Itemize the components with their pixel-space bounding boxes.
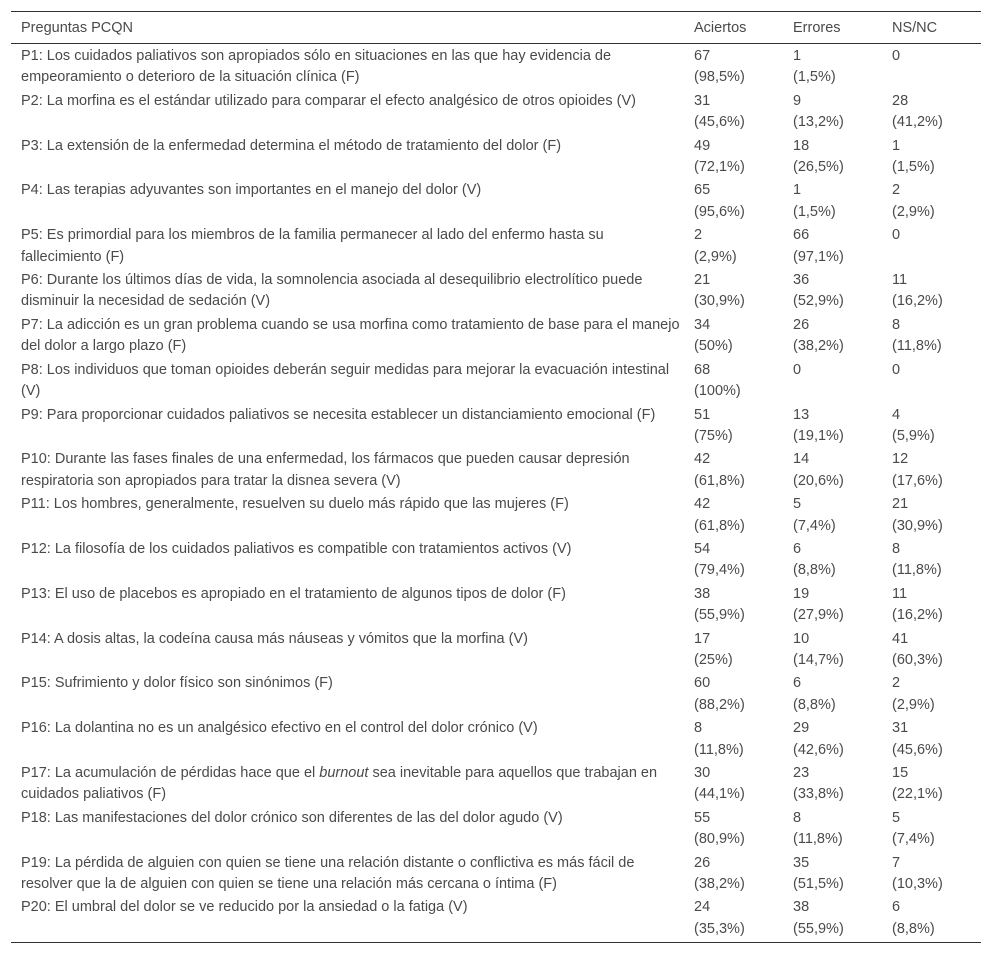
table-row: [11, 44, 981, 89]
aciertos-percent: (45,6%): [694, 114, 745, 131]
nsnc-percent: (2,9%): [892, 696, 935, 713]
question-cell: P16: La dolantina no es un analgésico efectivo en el control del dolor crónico (V): [21, 720, 538, 737]
errores-count: 18: [793, 137, 810, 154]
aciertos-count: 42: [694, 451, 711, 468]
errores-cell: [783, 627, 882, 672]
question-cell: P15: Sufrimiento y dolor físico son sinónimos (F): [21, 675, 333, 692]
errores-cell: [783, 761, 882, 806]
errores-percent: (52,9%): [793, 293, 844, 310]
nsnc-count: 4: [892, 406, 901, 423]
aciertos-count: 21: [694, 272, 711, 289]
question-cell: P19: La pérdida de alguien con quien se tiene una relación distante o conflictiva es más fácil de resolver que la de alguien con quien se tiene una relación más cercana o íntima (F): [21, 854, 635, 893]
aciertos-count: 51: [694, 406, 711, 423]
aciertos-count: 26: [694, 854, 711, 871]
errores-cell: [783, 313, 882, 358]
nsnc-cell: [882, 358, 981, 403]
nsnc-count: 0: [892, 48, 901, 64]
nsnc-percent: (10,3%): [892, 876, 943, 893]
errores-percent: (7,4%): [793, 517, 836, 534]
errores-count: 6: [793, 675, 802, 692]
nsnc-cell: [882, 223, 981, 268]
errores-count: 0: [793, 361, 802, 378]
aciertos-percent: (55,9%): [694, 607, 745, 624]
table-row: [11, 671, 981, 716]
header-preguntas: Preguntas PCQN: [11, 12, 684, 44]
question-cell: P1: Los cuidados paliativos son apropiados sólo en situaciones en las que hay evidencia de empeoramiento o deterioro de la situación clínica (F): [21, 48, 612, 86]
table-row: [11, 851, 981, 896]
aciertos-count: 38: [694, 585, 711, 602]
errores-cell: [783, 178, 882, 223]
aciertos-count: 2: [694, 227, 703, 244]
table-row: [11, 716, 981, 761]
errores-count: 1: [793, 182, 802, 199]
table-row: [11, 895, 981, 942]
errores-cell: [783, 403, 882, 448]
aciertos-count: 24: [694, 899, 711, 916]
nsnc-percent: (16,2%): [892, 293, 943, 310]
nsnc-cell: [882, 895, 981, 942]
aciertos-cell: [684, 268, 783, 313]
errores-percent: (20,6%): [793, 472, 844, 489]
errores-count: 19: [793, 585, 810, 602]
aciertos-cell: [684, 627, 783, 672]
table-header: [11, 12, 981, 44]
aciertos-cell: [684, 895, 783, 942]
table-row: [11, 223, 981, 268]
table-row: [11, 358, 981, 403]
aciertos-cell: [684, 851, 783, 896]
errores-cell: [783, 582, 882, 627]
nsnc-count: 5: [892, 809, 901, 826]
aciertos-cell: [684, 223, 783, 268]
errores-count: 6: [793, 540, 802, 557]
aciertos-percent: (35,3%): [694, 920, 745, 937]
aciertos-cell: [684, 403, 783, 448]
errores-percent: (55,9%): [793, 920, 844, 937]
errores-percent: (1,5%): [793, 203, 836, 220]
aciertos-count: 31: [694, 92, 711, 109]
aciertos-count: 68: [694, 361, 711, 378]
question-cell: P9: Para proporcionar cuidados paliativos se necesita establecer un distanciamiento emocional (F): [21, 406, 656, 423]
question-cell: P3: La extensión de la enfermedad determina el método de tratamiento del dolor (F): [21, 137, 562, 154]
nsnc-count: 41: [892, 630, 909, 647]
nsnc-cell: [882, 403, 981, 448]
question-cell: P2: La morfina es el estándar utilizado para comparar el efecto analgésico de otros opioides (V): [21, 92, 636, 109]
errores-count: 29: [793, 720, 810, 737]
aciertos-percent: (79,4%): [694, 562, 745, 579]
aciertos-cell: [684, 582, 783, 627]
nsnc-percent: (11,8%): [892, 338, 942, 355]
question-cell: P8: Los individuos que toman opioides deberán seguir medidas para mejorar la evacuación intestinal (V): [21, 361, 670, 400]
errores-count: 26: [793, 316, 810, 333]
errores-cell: [783, 492, 882, 537]
errores-count: 5: [793, 496, 802, 513]
errores-cell: [783, 671, 882, 716]
header-row: [11, 12, 981, 44]
errores-count: 1: [793, 48, 802, 64]
nsnc-cell: [882, 44, 981, 89]
table-row: [11, 403, 981, 448]
header-aciertos: Aciertos: [684, 12, 783, 44]
header-nsnc: NS/NC: [882, 12, 981, 44]
nsnc-cell: [882, 851, 981, 896]
question-cell: P5: Es primordial para los miembros de la familia permanecer al lado del enfermo hasta su fallecimiento (F): [21, 227, 604, 265]
aciertos-percent: (95,6%): [694, 203, 745, 220]
errores-count: 36: [793, 272, 810, 289]
nsnc-percent: (22,1%): [892, 786, 943, 803]
errores-cell: [783, 89, 882, 134]
nsnc-cell: [882, 537, 981, 582]
question-text-start: P17: La acumulación de pérdidas hace que el: [21, 765, 320, 781]
aciertos-percent: (11,8%): [694, 741, 744, 758]
question-cell: P10: Durante las fases finales de una enfermedad, los fármacos que pueden causar depresión respiratoria son apropiados para tratar la disnea severa (V): [21, 451, 630, 489]
aciertos-percent: (50%): [694, 338, 733, 355]
nsnc-cell: [882, 627, 981, 672]
nsnc-count: 7: [892, 854, 901, 871]
nsnc-count: 8: [892, 316, 901, 333]
nsnc-cell: [882, 89, 981, 134]
nsnc-count: 6: [892, 899, 901, 916]
errores-count: 38: [793, 899, 810, 916]
aciertos-count: 30: [694, 765, 711, 781]
aciertos-percent: (98,5%): [694, 69, 745, 86]
aciertos-percent: (61,8%): [694, 517, 745, 534]
errores-percent: (27,9%): [793, 607, 844, 624]
errores-count: 10: [793, 630, 810, 647]
aciertos-count: 67: [694, 48, 711, 64]
aciertos-count: 34: [694, 316, 711, 333]
table-body: [11, 44, 981, 943]
table-row: [11, 627, 981, 672]
question-cell: P20: El umbral del dolor se ve reducido por la ansiedad o la fatiga (V): [11, 895, 684, 942]
errores-cell: [783, 851, 882, 896]
errores-percent: (1,5%): [793, 69, 836, 86]
aciertos-cell: [684, 44, 783, 89]
errores-cell: [783, 537, 882, 582]
aciertos-percent: (72,1%): [694, 159, 745, 176]
nsnc-count: 2: [892, 182, 901, 199]
nsnc-cell: [882, 671, 981, 716]
question-cell: P13: El uso de placebos es apropiado en el tratamiento de algunos tipos de dolor (F): [21, 585, 566, 602]
question-cell: P7: La adicción es un gran problema cuando se usa morfina como tratamiento de base para el manejo del dolor a largo plazo (F): [21, 316, 680, 355]
pcqn-results-table: [11, 11, 981, 943]
nsnc-cell: [882, 761, 981, 806]
nsnc-percent: (8,8%): [892, 920, 935, 937]
nsnc-cell: [882, 447, 981, 492]
nsnc-cell: [882, 178, 981, 223]
aciertos-percent: (25%): [694, 651, 733, 668]
question-cell: [11, 761, 684, 806]
errores-percent: (19,1%): [793, 427, 844, 444]
errores-cell: [783, 358, 882, 403]
errores-count: 23: [793, 765, 810, 781]
table-row: [11, 806, 981, 851]
aciertos-cell: [684, 89, 783, 134]
errores-count: 9: [793, 92, 802, 109]
nsnc-cell: [882, 582, 981, 627]
nsnc-count: 8: [892, 540, 901, 557]
nsnc-percent: (17,6%): [892, 472, 943, 489]
errores-percent: (51,5%): [793, 876, 844, 893]
errores-percent: (97,1%): [793, 248, 844, 265]
aciertos-cell: [684, 761, 783, 806]
header-errores: Errores: [783, 12, 882, 44]
table-row: [11, 134, 981, 179]
aciertos-count: 54: [694, 540, 711, 557]
nsnc-percent: (16,2%): [892, 607, 943, 624]
aciertos-cell: [684, 806, 783, 851]
table-row: [11, 537, 981, 582]
nsnc-cell: [882, 492, 981, 537]
aciertos-cell: [684, 537, 783, 582]
errores-percent: (14,7%): [793, 651, 844, 668]
errores-count: 14: [793, 451, 810, 468]
question-cell: P12: La filosofía de los cuidados paliativos es compatible con tratamientos activos (V): [21, 540, 572, 557]
errores-cell: [783, 268, 882, 313]
pcqn-table-container: [11, 11, 981, 943]
aciertos-percent: (80,9%): [694, 831, 745, 848]
nsnc-count: 31: [892, 720, 909, 737]
errores-cell: [783, 223, 882, 268]
aciertos-cell: [684, 313, 783, 358]
table-row: [11, 761, 981, 806]
aciertos-percent: (44,1%): [694, 786, 745, 803]
aciertos-percent: (61,8%): [694, 472, 745, 489]
nsnc-count: 1: [892, 137, 901, 154]
errores-cell: [783, 895, 882, 942]
errores-percent: (33,8%): [793, 786, 844, 803]
table-row: [11, 492, 981, 537]
aciertos-count: 65: [694, 182, 711, 199]
nsnc-count: 2: [892, 675, 901, 692]
aciertos-count: 42: [694, 496, 711, 513]
aciertos-cell: [684, 178, 783, 223]
question-cell: P11: Los hombres, generalmente, resuelven su duelo más rápido que las mujeres (F): [21, 496, 569, 513]
errores-percent: (26,5%): [793, 159, 844, 176]
question-text-emphasis: burnout: [319, 765, 369, 781]
question-cell: P18: Las manifestaciones del dolor crónico son diferentes de las del dolor agudo (V): [21, 809, 563, 826]
question-cell: P4: Las terapias adyuvantes son importantes en el manejo del dolor (V): [21, 182, 482, 199]
nsnc-count: 11: [892, 272, 908, 289]
question-cell: P6: Durante los últimos días de vida, la somnolencia asociada al desequilibrio electrolítico puede disminuir la necesidad de sedación (V): [21, 272, 643, 310]
errores-cell: [783, 806, 882, 851]
nsnc-count: 11: [892, 585, 908, 602]
aciertos-cell: [684, 358, 783, 403]
nsnc-percent: (41,2%): [892, 114, 943, 131]
nsnc-count: 0: [892, 361, 901, 378]
aciertos-percent: (100%): [694, 383, 741, 400]
nsnc-count: 0: [892, 227, 901, 244]
nsnc-percent: (1,5%): [892, 159, 935, 176]
errores-count: 35: [793, 854, 810, 871]
question-cell: P14: A dosis altas, la codeína causa más náuseas y vómitos que la morfina (V): [21, 630, 528, 647]
nsnc-count: 21: [892, 496, 909, 513]
aciertos-count: 17: [694, 630, 711, 647]
errores-percent: (13,2%): [793, 114, 844, 131]
aciertos-percent: (75%): [694, 427, 733, 444]
aciertos-count: 49: [694, 137, 711, 154]
nsnc-count: 15: [892, 765, 909, 781]
errores-cell: [783, 716, 882, 761]
errores-cell: [783, 44, 882, 89]
nsnc-count: 12: [892, 451, 909, 468]
errores-count: 13: [793, 406, 810, 423]
errores-cell: [783, 134, 882, 179]
table-row: [11, 89, 981, 134]
aciertos-cell: [684, 492, 783, 537]
nsnc-cell: [882, 716, 981, 761]
nsnc-percent: (2,9%): [892, 203, 935, 220]
nsnc-percent: (7,4%): [892, 831, 935, 848]
aciertos-count: 8: [694, 720, 703, 737]
table-row: [11, 582, 981, 627]
aciertos-percent: (38,2%): [694, 876, 745, 893]
nsnc-count: 28: [892, 92, 909, 109]
nsnc-percent: (30,9%): [892, 517, 943, 534]
nsnc-cell: [882, 313, 981, 358]
aciertos-cell: [684, 671, 783, 716]
errores-percent: (11,8%): [793, 831, 843, 848]
table-row: [11, 313, 981, 358]
aciertos-count: 55: [694, 809, 711, 826]
aciertos-cell: [684, 447, 783, 492]
aciertos-percent: (88,2%): [694, 696, 745, 713]
nsnc-percent: (5,9%): [892, 427, 935, 444]
nsnc-cell: [882, 806, 981, 851]
nsnc-percent: (45,6%): [892, 741, 943, 758]
errores-count: 8: [793, 809, 802, 826]
aciertos-count: 60: [694, 675, 711, 692]
nsnc-percent: (11,8%): [892, 562, 942, 579]
table-row: [11, 268, 981, 313]
aciertos-percent: (30,9%): [694, 293, 745, 310]
aciertos-cell: [684, 716, 783, 761]
errores-percent: (8,8%): [793, 562, 836, 579]
errores-percent: (38,2%): [793, 338, 844, 355]
nsnc-cell: [882, 134, 981, 179]
aciertos-cell: [684, 134, 783, 179]
nsnc-percent: (60,3%): [892, 651, 943, 668]
nsnc-cell: [882, 268, 981, 313]
errores-percent: (8,8%): [793, 696, 836, 713]
errores-count: 66: [793, 227, 810, 244]
aciertos-percent: (2,9%): [694, 248, 737, 265]
errores-percent: (42,6%): [793, 741, 844, 758]
errores-cell: [783, 447, 882, 492]
table-row: [11, 447, 981, 492]
table-row: [11, 178, 981, 223]
question-text-end: sea inevitable para aquellos que trabajan en cuidados paliativos (F): [21, 765, 658, 803]
